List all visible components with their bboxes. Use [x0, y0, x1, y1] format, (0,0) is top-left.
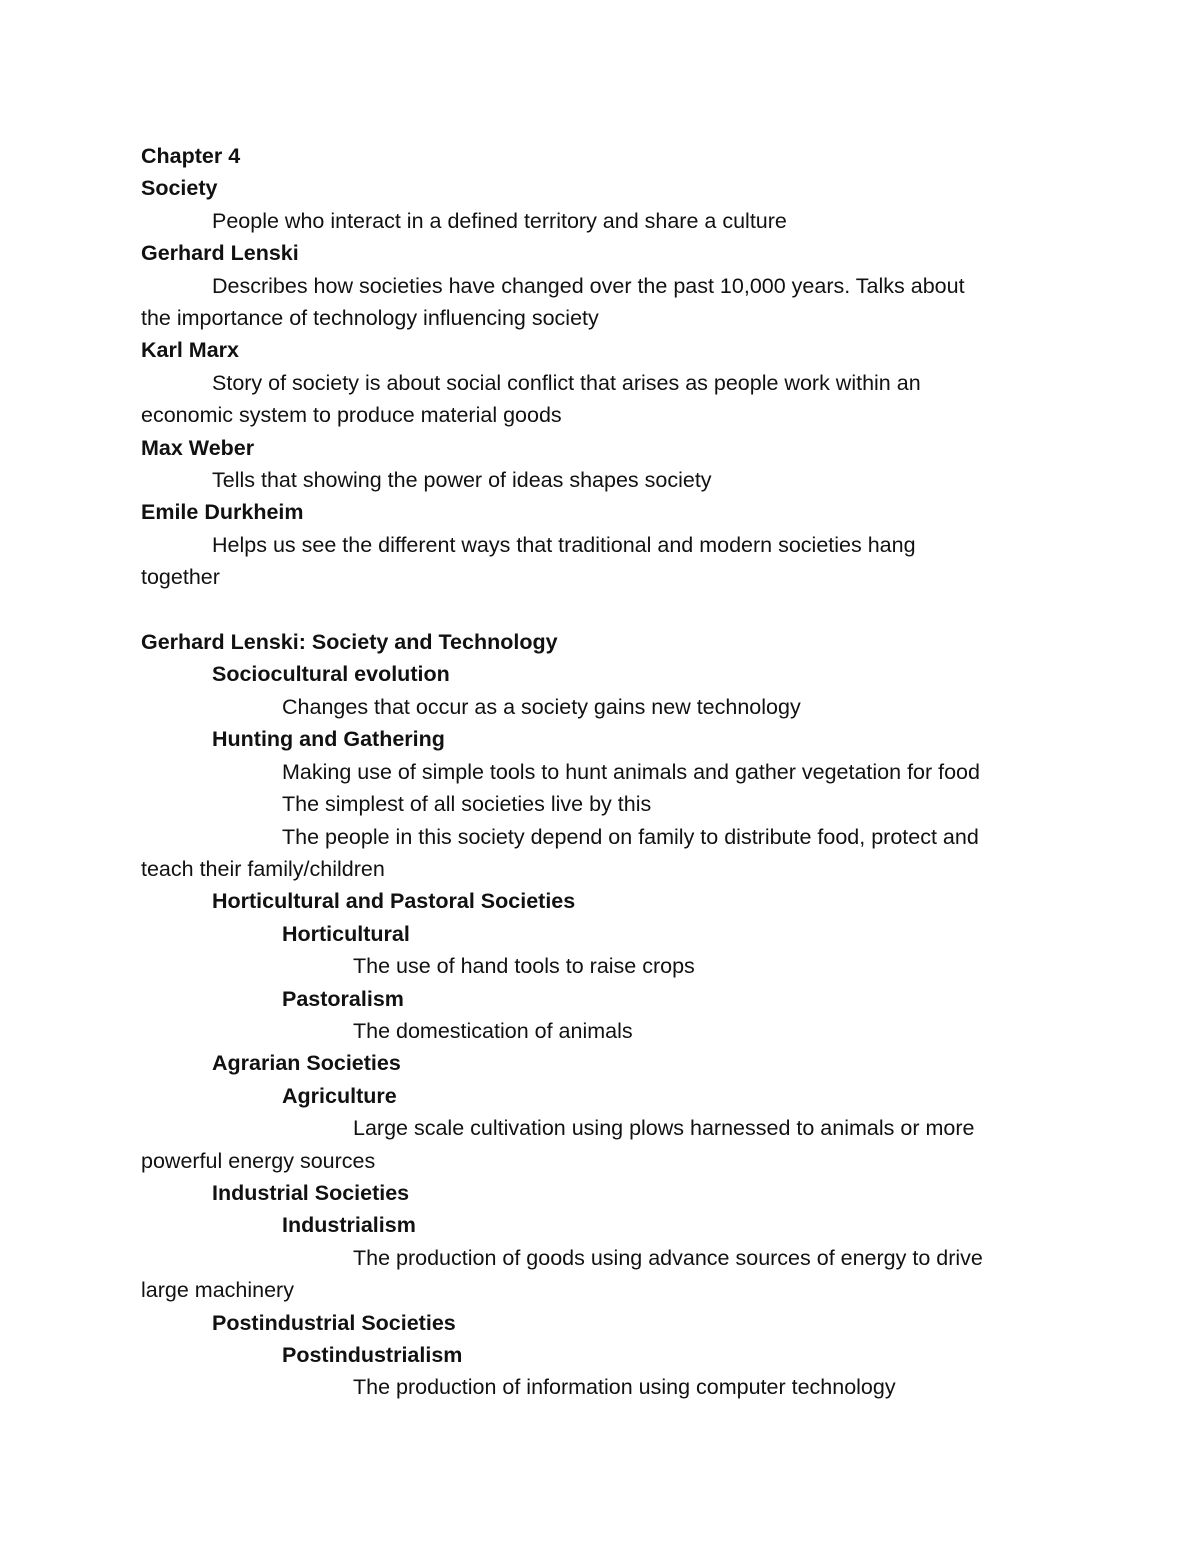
section-heading: Gerhard Lenski: Society and Technology	[141, 630, 558, 655]
term-gerhard-lenski: Gerhard Lenski	[141, 241, 299, 266]
def-gerhard-lenski-line-2: the importance of technology influencing society	[141, 306, 599, 331]
def-hunting-line-4: teach their family/children	[141, 856, 385, 881]
def-industrialism-line-1: The production of goods using advance sources of energy to drive	[353, 1245, 983, 1270]
term-agrarian-societies: Agrarian Societies	[212, 1051, 401, 1076]
term-hunting-and-gathering: Hunting and Gathering	[212, 727, 445, 752]
term-max-weber: Max Weber	[141, 435, 255, 460]
term-society: Society	[141, 176, 218, 201]
def-agriculture-line-1: Large scale cultivation using plows harnessed to animals or more	[353, 1116, 975, 1141]
def-pastoralism: The domestication of animals	[353, 1018, 633, 1043]
def-hunting-line-3: The people in this society depend on family to distribute food, protect and	[282, 824, 979, 849]
def-horticultural: The use of hand tools to raise crops	[353, 954, 695, 979]
def-industrialism-line-2: large machinery	[141, 1278, 294, 1303]
term-industrial-societies: Industrial Societies	[212, 1180, 410, 1205]
term-karl-marx: Karl Marx	[141, 338, 239, 363]
def-gerhard-lenski-line-1: Describes how societies have changed over the past 10,000 years. Talks about	[212, 273, 965, 298]
def-hunting-line-2: The simplest of all societies live by this	[282, 792, 652, 817]
def-emile-durkheim-line-2: together	[141, 565, 220, 590]
term-postindustrialism: Postindustrialism	[282, 1343, 463, 1368]
term-emile-durkheim: Emile Durkheim	[141, 500, 304, 525]
blank-line	[141, 594, 1061, 626]
chapter-heading: Chapter 4	[141, 144, 241, 168]
def-hunting-line-1: Making use of simple tools to hunt animals and gather vegetation for food	[282, 759, 980, 784]
term-horticultural-pastoral: Horticultural and Pastoral Societies	[212, 889, 576, 914]
def-society: People who interact in a defined territory and share a culture	[212, 208, 787, 233]
def-agriculture-line-2: powerful energy sources	[141, 1148, 376, 1173]
term-postindustrial-societies: Postindustrial Societies	[212, 1310, 456, 1335]
term-horticultural: Horticultural	[282, 921, 410, 946]
term-industrialism: Industrialism	[282, 1213, 416, 1238]
def-karl-marx-line-2: economic system to produce material goods	[141, 403, 562, 428]
def-emile-durkheim-line-1: Helps us see the different ways that traditional and modern societies hang	[212, 532, 916, 557]
term-sociocultural-evolution: Sociocultural evolution	[212, 662, 450, 687]
def-sociocultural-evolution: Changes that occur as a society gains new technology	[282, 694, 801, 719]
term-agriculture: Agriculture	[282, 1083, 397, 1108]
def-max-weber: Tells that showing the power of ideas shapes society	[212, 468, 712, 493]
term-pastoralism: Pastoralism	[282, 986, 404, 1011]
document-page	[141, 140, 1061, 1404]
def-karl-marx-line-1: Story of society is about social conflict that arises as people work within an	[212, 370, 921, 395]
def-postindustrialism: The production of information using computer technology	[353, 1375, 896, 1400]
